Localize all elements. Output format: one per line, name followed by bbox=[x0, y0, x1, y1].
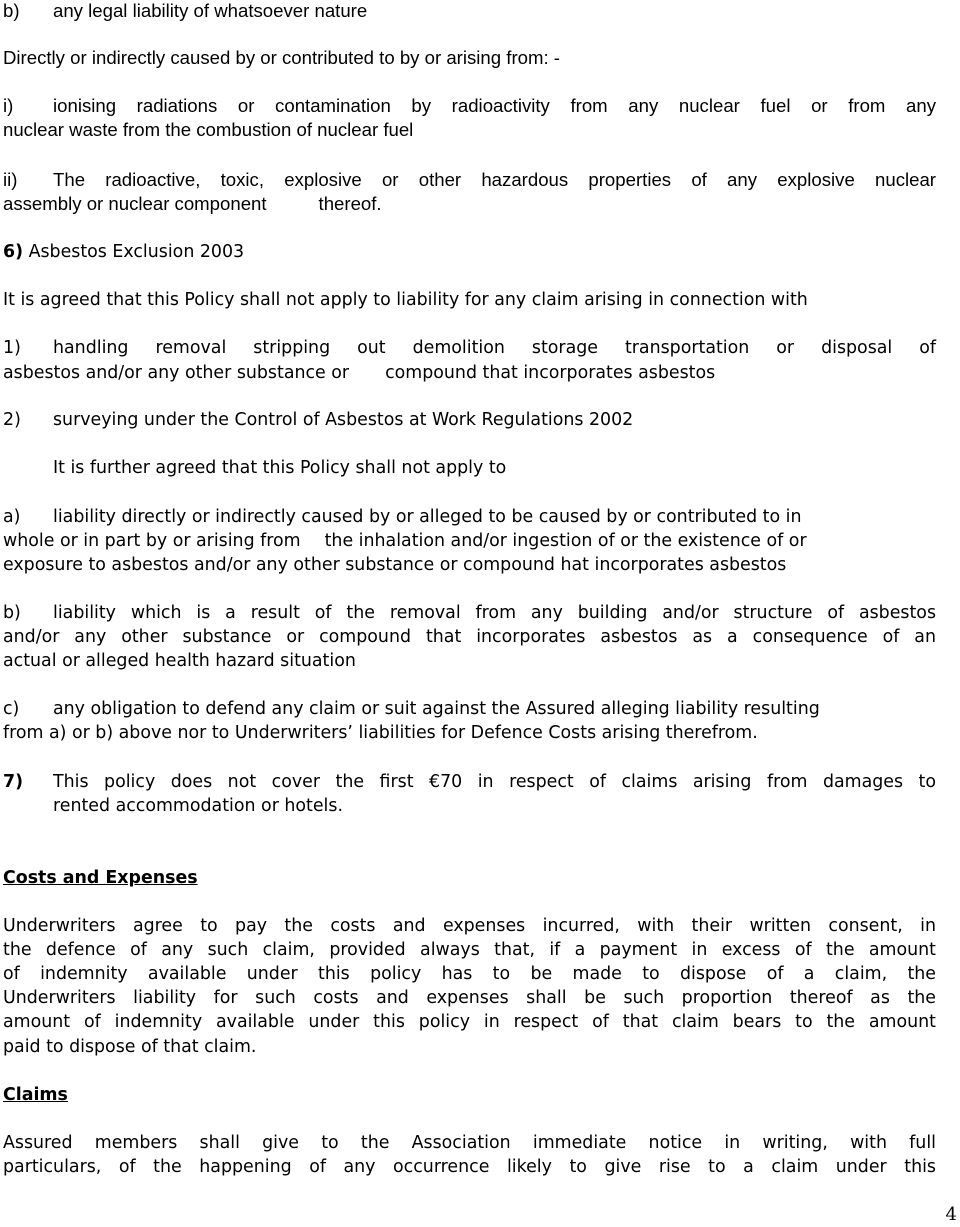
costs-line6: paid to dispose of that claim. bbox=[3, 1037, 257, 1057]
asbestos-a-line2: whole or in part by or arising from the inhalation and/or ingestion of or the existence of or bbox=[3, 531, 807, 551]
costs-line1: Underwriters agree to pay the costs and expenses incurred, with their written consent, in bbox=[3, 916, 936, 936]
asbestos-a-line3: exposure to asbestos and/or any other substance or compound hat incorporates asbestos bbox=[3, 555, 787, 575]
claims-heading: Claims bbox=[3, 1085, 68, 1105]
asbestos-c-line2: from a) or b) above nor to Underwriters’ liabilities for Defence Costs arising therefrom. bbox=[3, 723, 758, 743]
asbestos-item2: 2) surveying under the Control of Asbestos at Work Regulations 2002 bbox=[3, 410, 634, 430]
costs-line2: the defence of any such claim, provided always that, if a payment in excess of the amount bbox=[3, 940, 936, 960]
asbestos-b-line2: and/or any other substance or compound that incorporates asbestos as a consequence of an bbox=[3, 627, 936, 647]
asbestos-b-line3: actual or alleged health hazard situation bbox=[3, 651, 356, 671]
asbestos-item1-line1: 1) handling removal stripping out demolition storage transportation or disposal of bbox=[3, 338, 936, 358]
asbestos-agreed: It is agreed that this Policy shall not apply to liability for any claim arising in connection with bbox=[3, 290, 808, 310]
asbestos-title: 6) Asbestos Exclusion 2003 bbox=[3, 242, 245, 262]
costs-line4: Underwriters liability for such costs and expenses shall be such proportion thereof as the bbox=[3, 988, 936, 1008]
costs-line3: of indemnity available under this policy has to be made to dispose of a claim, the bbox=[3, 964, 936, 984]
asbestos-further: It is further agreed that this Policy shall not apply to bbox=[53, 458, 507, 478]
clause-i-line2: nuclear waste from the combustion of nuclear fuel bbox=[3, 119, 414, 140]
clause7-line2: rented accommodation or hotels. bbox=[53, 796, 343, 816]
claims-line1: Assured members shall give to the Association immediate notice in writing, with full bbox=[3, 1133, 936, 1153]
nuclear-intro: Directly or indirectly caused by or contributed to by or arising from: - bbox=[3, 47, 560, 68]
claims-line2: particulars, of the happening of any occurrence likely to give rise to a claim under this bbox=[3, 1157, 936, 1177]
asbestos-item1-line2: asbestos and/or any other substance or compound that incorporates asbestos bbox=[3, 363, 716, 383]
costs-line5: amount of indemnity available under this policy in respect of that claim bears to the amount bbox=[3, 1012, 936, 1032]
asbestos-c-line1: c) any obligation to defend any claim or suit against the Assured alleging liability resulting bbox=[3, 699, 820, 719]
clause7-line1: This policy does not cover the first €70 in respect of claims arising from damages to bbox=[53, 772, 936, 792]
clause7-number: 7) bbox=[3, 772, 24, 792]
asbestos-b-line1: b) liability which is a result of the removal from any building and/or structure of asbestos bbox=[3, 603, 936, 623]
asbestos-a-line1: a) liability directly or indirectly caused by or alleged to be caused by or contributed to in bbox=[3, 507, 802, 527]
clause-i-line1: i) ionising radiations or contamination by radioactivity from any nuclear fuel or from any bbox=[3, 95, 936, 116]
costs-heading: Costs and Expenses bbox=[3, 868, 198, 888]
clause-ii-line1: ii) The radioactive, toxic, explosive or other hazardous properties of any explosive nuclear bbox=[3, 169, 936, 190]
clause-ii-line2: assembly or nuclear component thereof. bbox=[3, 193, 382, 214]
page-number: 4 bbox=[945, 1204, 957, 1225]
clause-b-any-legal-liability: b) any legal liability of whatsoever nature bbox=[3, 0, 368, 21]
